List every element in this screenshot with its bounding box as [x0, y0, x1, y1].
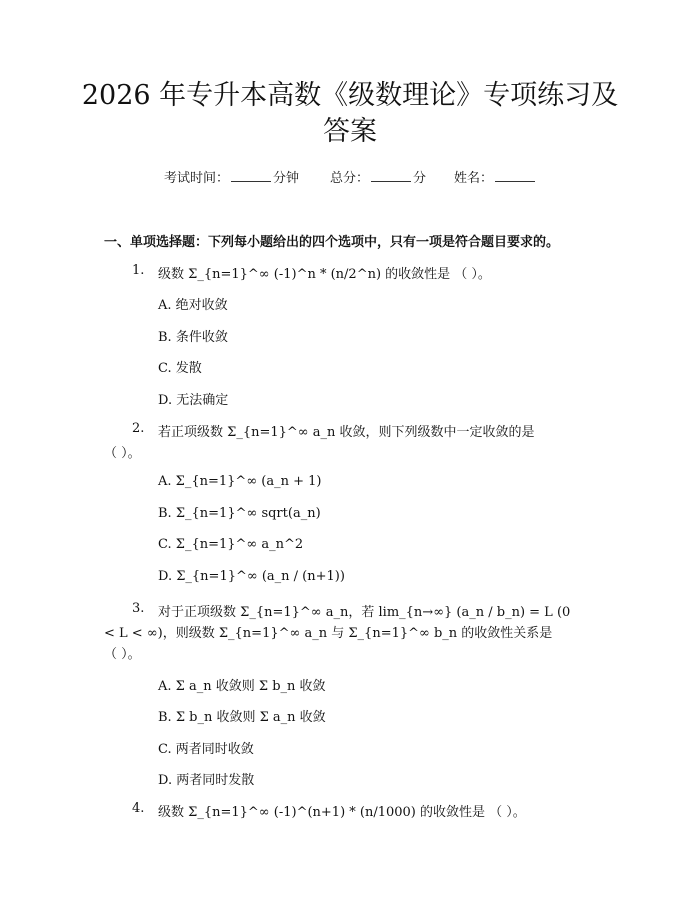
- question-text: 级数 Σ_{n=1}^∞ (-1)^n * (n/2^n) 的收敛性是 （ ）。: [158, 267, 491, 282]
- exam-time-field: [164, 169, 299, 188]
- exam-time-unit: 分钟: [273, 171, 300, 186]
- option-c: C. 两者同时收敛: [158, 742, 254, 757]
- question-text-continued: （ ）。: [104, 647, 141, 662]
- option-b: B. Σ b_n 收敛则 Σ a_n 收敛: [158, 710, 326, 725]
- question-number: 2.: [132, 421, 145, 436]
- total-score-blank: [371, 169, 411, 182]
- exam-time-label: 考试时间：: [164, 171, 230, 186]
- option-d: D. 两者同时发散: [158, 773, 255, 788]
- title-line-2: 答案: [323, 116, 377, 147]
- option-c: C. Σ_{n=1}^∞ a_n^2: [158, 537, 304, 552]
- option-d: D. Σ_{n=1}^∞ (a_n / (n+1)): [158, 569, 345, 584]
- question-text: 级数 Σ_{n=1}^∞ (-1)^(n+1) * (n/1000) 的收敛性是 （ ）。: [158, 805, 526, 820]
- exam-time-blank: [231, 169, 271, 182]
- question-number: 1.: [132, 263, 145, 278]
- question-text: 若正项级数 Σ_{n=1}^∞ a_n 收敛，则下列级数中一定收敛的是: [158, 425, 535, 440]
- total-score-field: [330, 169, 426, 188]
- title-line-1: 2026 年专升本高数《级数理论》专项练习及: [81, 80, 619, 111]
- name-blank: [495, 169, 535, 182]
- option-a: A. 绝对收敛: [158, 298, 228, 313]
- section-heading: 一、单项选择题：下列每小题给出的四个选项中，只有一项是符合题目要求的。: [104, 235, 560, 250]
- question-text: 对于正项级数 Σ_{n=1}^∞ a_n，若 lim_{n→∞} (a_n / b_n) = L (0: [158, 605, 571, 620]
- total-score-unit: 分: [413, 171, 427, 186]
- option-b: B. Σ_{n=1}^∞ sqrt(a_n): [158, 506, 321, 521]
- question-number: 3.: [132, 601, 145, 616]
- option-a: A. Σ_{n=1}^∞ (a_n + 1): [158, 474, 322, 489]
- question-text-continued: < L < ∞)，则级数 Σ_{n=1}^∞ a_n 与 Σ_{n=1}^∞ b_n 的收敛性关系是: [104, 626, 553, 641]
- option-d: D. 无法确定: [158, 393, 229, 408]
- option-b: B. 条件收敛: [158, 330, 228, 345]
- question-number: 4.: [132, 801, 145, 816]
- option-c: C. 发散: [158, 361, 202, 376]
- name-label: 姓名：: [454, 171, 494, 186]
- page-title: [60, 78, 640, 150]
- name-field: [454, 169, 537, 188]
- question-text-continued: （ ）。: [104, 446, 141, 461]
- option-a: A. Σ a_n 收敛则 Σ b_n 收敛: [158, 679, 326, 694]
- total-score-label: 总分：: [330, 171, 370, 186]
